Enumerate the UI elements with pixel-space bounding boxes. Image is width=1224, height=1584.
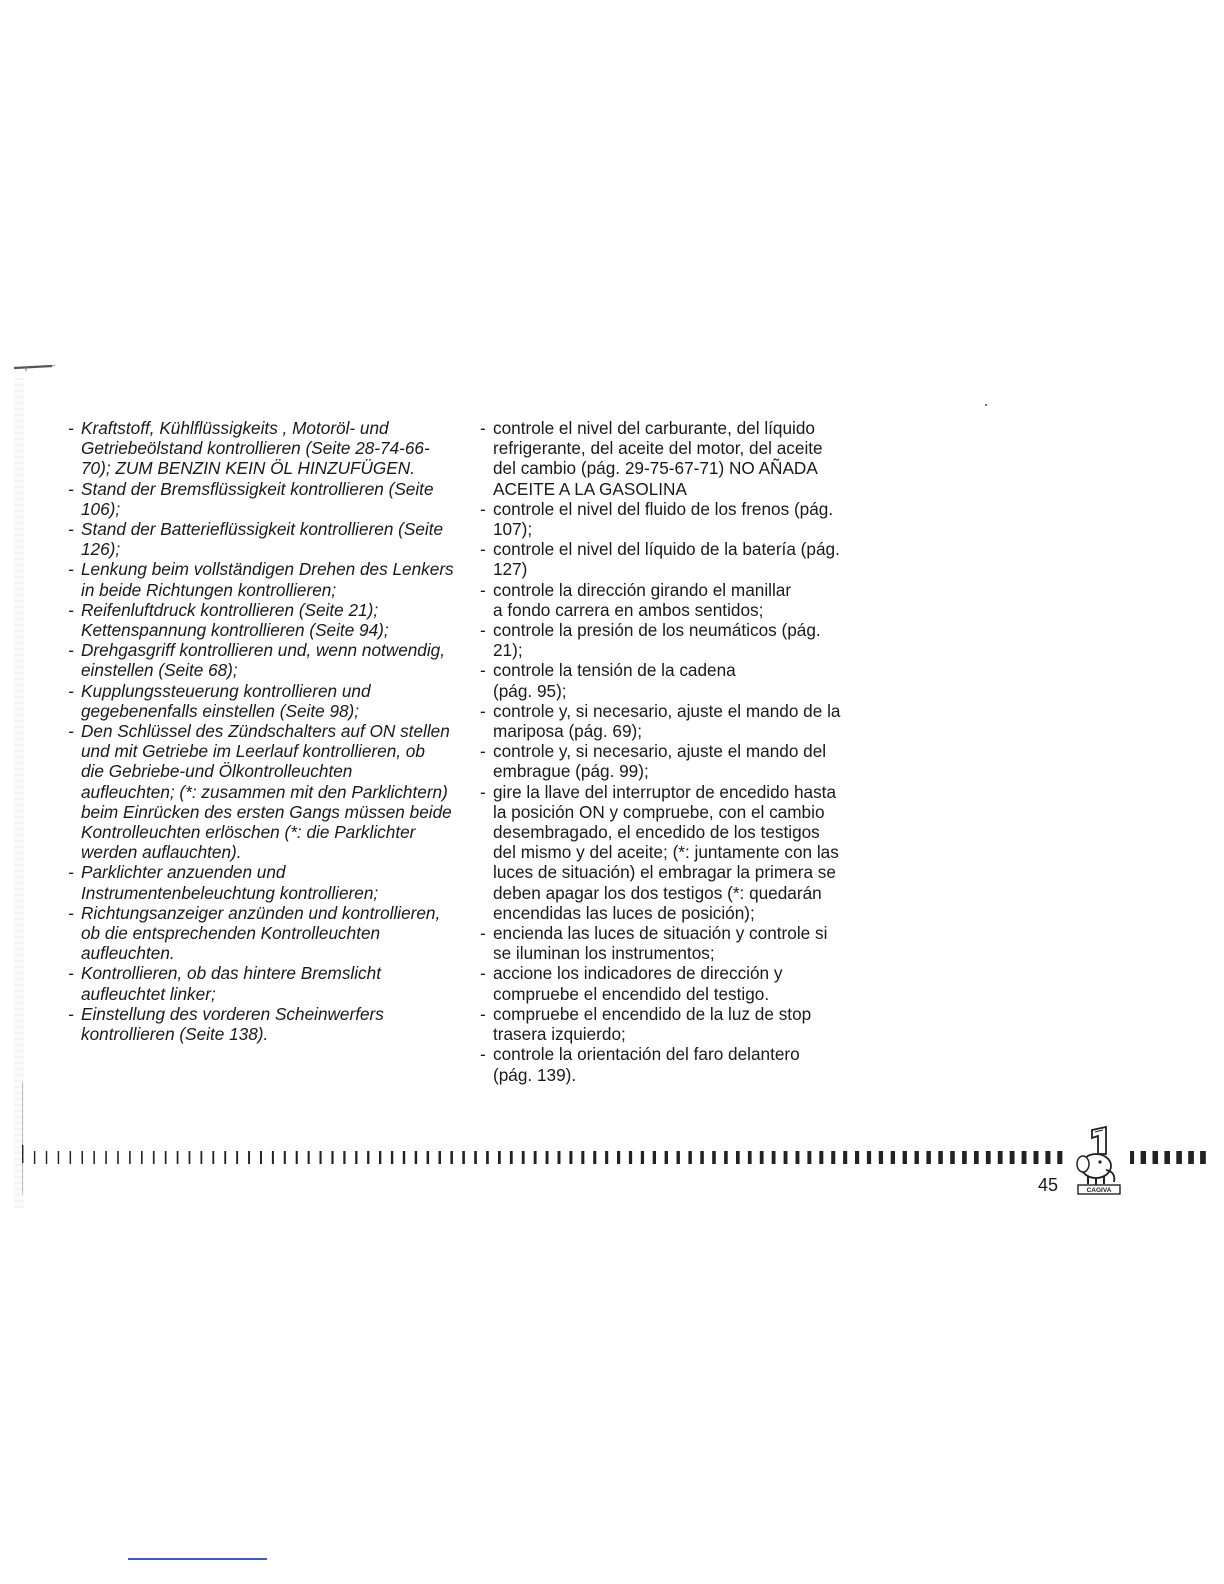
bar-strip-tick bbox=[343, 1151, 345, 1164]
bar-strip-tick bbox=[105, 1151, 107, 1164]
bar-strip-tick bbox=[1010, 1151, 1015, 1164]
bar-strip-tick bbox=[58, 1151, 59, 1164]
bar-strip-tick bbox=[677, 1151, 680, 1164]
bar-strip-tick bbox=[391, 1151, 393, 1164]
spanish-item: - controle el nivel del carburante, del líquido refrigerante, del aceite del motor, del aceite del cambio (pág. 29-75-67-71) NO AÑADA ACEITE A LA GASOLINA bbox=[478, 418, 858, 499]
bar-strip-tick bbox=[1176, 1151, 1182, 1164]
bar-strip-tick bbox=[1200, 1151, 1206, 1164]
bar-strip-tick bbox=[974, 1151, 979, 1164]
bar-strip-tick bbox=[1057, 1151, 1062, 1164]
bar-strip-tick bbox=[962, 1151, 967, 1164]
bar-strip-tick bbox=[522, 1151, 525, 1164]
german-item: - Parklichter anzuenden und Instrumentenbeleuchtung kontrollieren; bbox=[66, 862, 466, 902]
cagiva-logo bbox=[1068, 1124, 1130, 1196]
bar-strip-tick bbox=[593, 1151, 596, 1164]
bar-strip-tick bbox=[439, 1151, 442, 1164]
bar-strip-tick bbox=[867, 1151, 871, 1164]
bar-strip-tick bbox=[153, 1151, 155, 1164]
bar-strip-tick bbox=[569, 1151, 572, 1164]
german-item: - Kontrollieren, ob das hintere Bremslicht aufleuchtet linker; bbox=[66, 963, 466, 1003]
bar-strip-tick bbox=[546, 1151, 549, 1164]
cagiva-logo-text: CAGIVA bbox=[1086, 1187, 1112, 1195]
spanish-column bbox=[478, 418, 858, 1085]
bar-strip-tick bbox=[760, 1151, 764, 1164]
german-item: - Den Schlüssel des Zündschalters auf ON stellen und mit Getriebe im Leerlauf kontrollieren, ob die Gebriebe-und Ölkontrolleuchten aufleuchten; (*: zusammen mit den Parklichtern) beim Einrücken des ersten Gangs müssen beide Kontrolleuchten erlöschen (*: die Parklichter werden auflauchten). bbox=[66, 721, 466, 862]
spanish-item: - controle la orientación del faro delantero (pág. 139). bbox=[478, 1044, 858, 1084]
scan-edge-line bbox=[22, 1082, 23, 1194]
bar-strip-tick bbox=[534, 1151, 537, 1164]
bar-strip-tick bbox=[177, 1151, 179, 1164]
bar-strip-tick bbox=[736, 1151, 740, 1164]
bar-strip-tick bbox=[891, 1151, 895, 1164]
bar-strip-tick bbox=[998, 1151, 1003, 1164]
german-column bbox=[66, 418, 466, 1044]
german-item: - Kupplungssteuerung kontrollieren und gegebenenfalls einstellen (Seite 98); bbox=[66, 681, 466, 721]
bar-strip-tick bbox=[93, 1151, 95, 1164]
spanish-item: - controle la dirección girando el manillar a fondo carrera en ambos sentidos; bbox=[478, 580, 858, 620]
page-number: 45 bbox=[1038, 1175, 1059, 1195]
bar-strip-tick bbox=[415, 1151, 417, 1164]
bar-strip-tick bbox=[712, 1151, 716, 1164]
bar-strip-tick bbox=[117, 1151, 119, 1164]
german-item: - Lenkung beim vollständigen Drehen des Lenkers in beide Richtungen kontrollieren; bbox=[66, 559, 466, 599]
page-corner-mark bbox=[12, 362, 56, 372]
bar-strip-tick bbox=[843, 1151, 847, 1164]
german-item: - Stand der Bremsflüssigkeit kontrollieren (Seite 106); bbox=[66, 479, 466, 519]
spanish-item: - controle la tensión de la cadena (pág. 95); bbox=[478, 660, 858, 700]
spanish-item: - gire la llave del interruptor de encedido hasta la posición ON y compruebe, con el cambio desembragado, el encedido de los testigos del mismo y del aceite; (*: juntamente con las luces de situación) el embragar la primera se deben apagar los dos testigos (*: quedarán encendidas las luces de posición); bbox=[478, 782, 858, 923]
bar-strip-tick bbox=[224, 1151, 226, 1164]
bar-strip-tick bbox=[796, 1151, 800, 1164]
spanish-item: - controle y, si necesario, ajuste el mando de la mariposa (pág. 69); bbox=[478, 701, 858, 741]
bar-strip-tick bbox=[510, 1151, 513, 1164]
bar-strip-tick bbox=[22, 1145, 23, 1163]
german-item: - Stand der Batterieflüssigkeit kontrollieren (Seite 126); bbox=[66, 519, 466, 559]
bar-strip-tick bbox=[462, 1151, 465, 1164]
spanish-item: - controle y, si necesario, ajuste el mando del embrague (pág. 99); bbox=[478, 741, 858, 781]
bar-strip-tick bbox=[879, 1151, 883, 1164]
bar-strip-tick bbox=[260, 1151, 262, 1164]
bar-strip-tick bbox=[46, 1151, 47, 1164]
bar-strip-tick bbox=[236, 1151, 238, 1164]
bar-strip-tick bbox=[34, 1151, 35, 1164]
bar-strip-tick bbox=[926, 1151, 930, 1164]
bar-strip-tick bbox=[831, 1151, 835, 1164]
bar-strip-tick bbox=[82, 1151, 84, 1164]
bar-strip-tick bbox=[688, 1151, 691, 1164]
bar-strip-tick bbox=[427, 1151, 429, 1164]
footer-rule bbox=[128, 1558, 267, 1560]
bar-strip-tick bbox=[641, 1151, 644, 1164]
german-item: - Reifenluftdruck kontrollieren (Seite 21); Kettenspannung kontrollieren (Seite 94); bbox=[66, 600, 466, 640]
bar-strip-tick bbox=[855, 1151, 859, 1164]
german-item: - Richtungsanzeiger anzünden und kontrollieren, ob die entsprechenden Kontrolleuchten aufleuchten. bbox=[66, 903, 466, 964]
bar-strip-tick bbox=[1045, 1151, 1050, 1164]
decorative-bar-strip bbox=[18, 1143, 1214, 1169]
bar-strip-tick bbox=[296, 1151, 298, 1164]
bar-strip-tick bbox=[212, 1151, 214, 1164]
german-checklist bbox=[66, 418, 466, 1044]
bar-strip-tick bbox=[1022, 1151, 1027, 1164]
bar-strip-tick bbox=[201, 1151, 203, 1164]
bar-strip-tick bbox=[629, 1151, 632, 1164]
bar-strip-tick bbox=[724, 1151, 728, 1164]
bar-strip-tick bbox=[581, 1151, 584, 1164]
german-item: - Drehgasgriff kontrollieren und, wenn notwendig, einstellen (Seite 68); bbox=[66, 640, 466, 680]
german-item: - Einstellung des vorderen Scheinwerfers kontrollieren (Seite 138). bbox=[66, 1004, 466, 1044]
bar-strip-tick bbox=[486, 1151, 489, 1164]
bar-strip-tick bbox=[1034, 1151, 1039, 1164]
bar-strip-tick bbox=[938, 1151, 943, 1164]
bar-strip-tick bbox=[367, 1151, 369, 1164]
bar-strip-tick bbox=[379, 1151, 381, 1164]
bar-strip-tick bbox=[700, 1151, 704, 1164]
bar-strip-tick bbox=[986, 1151, 991, 1164]
bar-strip-tick bbox=[665, 1151, 668, 1164]
bar-strip-tick bbox=[129, 1151, 131, 1164]
bar-strip-tick bbox=[807, 1151, 811, 1164]
spanish-item: - controle la presión de los neumáticos (pág. 21); bbox=[478, 620, 858, 660]
german-item: - Kraftstoff, Kühlflüssigkeits , Motoröl- und Getriebeölstand kontrollieren (Seite 28-74-66- 70); ZUM BENZIN KEIN ÖL HINZUFÜGEN. bbox=[66, 418, 466, 479]
bar-strip-tick bbox=[558, 1151, 561, 1164]
spanish-item: - encienda las luces de situación y controle si se iluminan los instrumentos; bbox=[478, 923, 858, 963]
bar-strip-tick bbox=[915, 1151, 919, 1164]
bar-strip-tick bbox=[165, 1151, 167, 1164]
bar-strip-tick bbox=[272, 1151, 274, 1164]
bar-strip-tick bbox=[605, 1151, 608, 1164]
bar-strip-tick bbox=[498, 1151, 501, 1164]
bar-strip-tick bbox=[403, 1151, 405, 1164]
bar-strip-tick bbox=[284, 1151, 286, 1164]
bar-strip-tick bbox=[450, 1151, 453, 1164]
bar-strip-tick bbox=[772, 1151, 776, 1164]
bar-strip-tick bbox=[70, 1151, 71, 1164]
bar-strip-tick bbox=[950, 1151, 955, 1164]
bar-strip-tick bbox=[248, 1151, 250, 1164]
spanish-item: - compruebe el encendido de la luz de stop trasera izquierdo; bbox=[478, 1004, 858, 1044]
scan-speck bbox=[985, 404, 987, 406]
bar-strip-tick bbox=[355, 1151, 357, 1164]
bar-strip-tick bbox=[320, 1151, 322, 1164]
bar-strip-tick bbox=[308, 1151, 310, 1164]
bar-strip-tick bbox=[331, 1151, 333, 1164]
bar-strip-tick bbox=[617, 1151, 620, 1164]
bar-strip-tick bbox=[903, 1151, 907, 1164]
bar-strip-tick bbox=[819, 1151, 823, 1164]
bar-strip-tick bbox=[1153, 1151, 1159, 1164]
bar-strip-tick bbox=[189, 1151, 191, 1164]
spanish-item: - accione los indicadores de dirección y compruebe el encendido del testigo. bbox=[478, 963, 858, 1003]
bar-strip-tick bbox=[748, 1151, 752, 1164]
bar-strip-tick bbox=[1164, 1151, 1170, 1164]
spanish-item: - controle el nivel del líquido de la batería (pág. 127) bbox=[478, 539, 858, 579]
bar-strip-tick bbox=[141, 1151, 143, 1164]
spanish-checklist bbox=[478, 418, 858, 1085]
spanish-item: - controle el nivel del fluido de los frenos (pág. 107); bbox=[478, 499, 858, 539]
bar-strip-tick bbox=[784, 1151, 788, 1164]
bar-strip-tick bbox=[1188, 1151, 1194, 1164]
bar-strip-tick bbox=[653, 1151, 656, 1164]
bar-strip-tick bbox=[1141, 1151, 1146, 1164]
bar-strip-tick bbox=[474, 1151, 477, 1164]
